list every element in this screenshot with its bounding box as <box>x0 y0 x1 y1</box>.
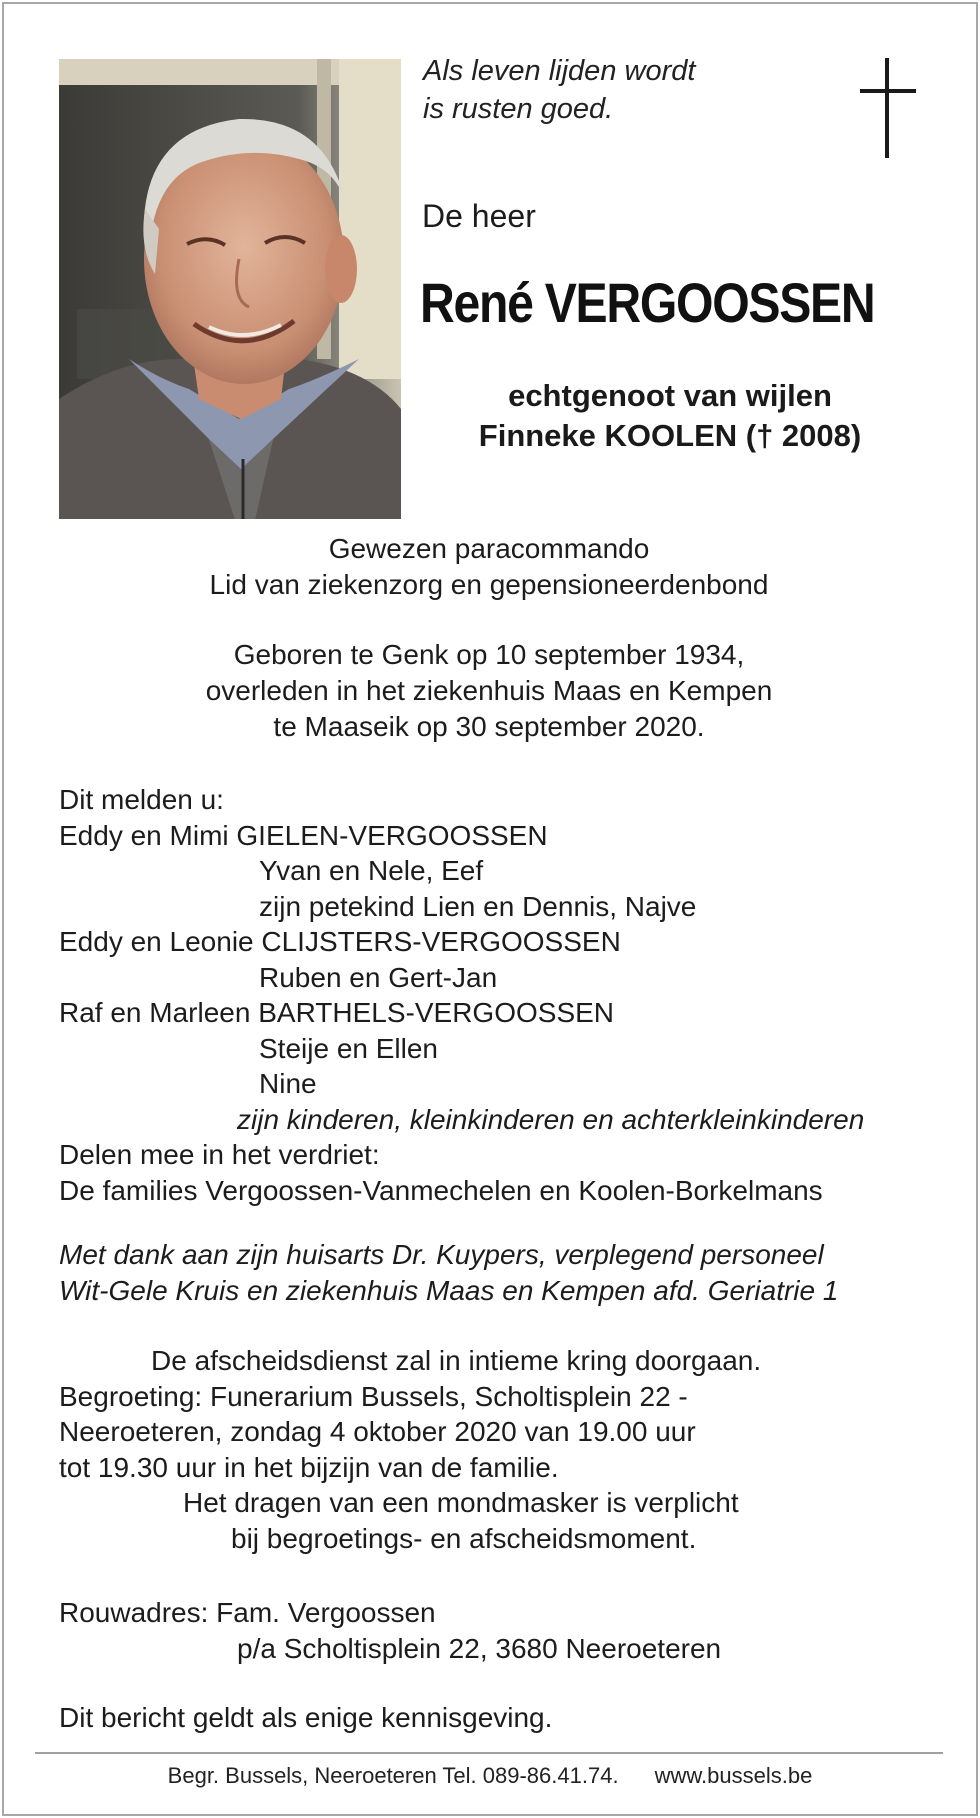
spouse-line: Finneke KOOLEN († 2008) <box>478 418 862 453</box>
notice-block <box>59 1700 939 1736</box>
spouse-info <box>420 376 920 456</box>
family-block <box>59 782 939 1208</box>
mask-line: bij begroetings- en afscheidsmoment. <box>231 1522 697 1554</box>
honorific: De heer <box>422 198 536 234</box>
relation-note: zijn kinderen, kleinkinderen en achterkleinkinderen <box>237 1103 865 1135</box>
portrait-photo <box>59 59 401 519</box>
mask-line: Het dragen van een mondmasker is verplicht <box>183 1487 739 1518</box>
family-line: Eddy en Leonie CLIJSTERS-VERGOOSSEN <box>59 926 621 957</box>
family-line: Yvan en Nele, Eef <box>259 855 484 886</box>
family-line: Nine <box>259 1068 317 1099</box>
thanks-line: Wit-Gele Kruis en ziekenhuis Maas en Kempen afd. Geriatrie 1 <box>59 1274 839 1306</box>
greeting-line: Neeroeteren, zondag 4 oktober 2020 van 19.00 uur <box>59 1416 696 1447</box>
birth-death-line: overleden in het ziekenhuis Maas en Kempen <box>205 675 773 706</box>
thanks-line: Met dank aan zijn huisarts Dr. Kuypers, verplegend personeel <box>59 1239 824 1270</box>
share-families: De families Vergoossen-Vanmechelen en Koolen-Borkelmans <box>59 1174 823 1206</box>
service-block <box>59 1343 939 1556</box>
address-block <box>59 1595 939 1666</box>
footer-divider <box>35 1752 943 1754</box>
role-line: Lid van ziekenzorg en gepensioneerdenbond <box>209 569 769 600</box>
motto-quote <box>423 52 695 128</box>
service-intro: De afscheidsdienst zal in intieme kring doorgaan. <box>151 1345 762 1376</box>
deceased-name: René VERGOOSSEN <box>420 271 875 334</box>
footer <box>0 1761 980 1791</box>
role-line: Gewezen paracommando <box>328 533 650 564</box>
birth-death-line: te Maaseik op 30 september 2020. <box>273 711 705 742</box>
greeting-line: Begroeting: Funerarium Bussels, Scholtisplein 22 - <box>59 1380 688 1412</box>
birth-death-block <box>59 637 919 745</box>
address-label: Rouwadres: Fam. Vergoossen <box>59 1597 436 1628</box>
family-intro: Dit melden u: <box>59 784 224 815</box>
family-line: Steije en Ellen <box>259 1032 439 1064</box>
thanks-block <box>59 1237 939 1308</box>
family-line: Ruben en Gert-Jan <box>259 961 498 993</box>
family-line: Eddy en Mimi GIELEN-VERGOOSSEN <box>59 819 548 851</box>
address-line: p/a Scholtisplein 22, 3680 Neeroeteren <box>237 1632 722 1664</box>
roles-block <box>59 531 919 603</box>
birth-death-line: Geboren te Genk op 10 september 1934, <box>233 639 745 670</box>
latin-cross-icon <box>860 58 916 158</box>
motto-line: is rusten goed. <box>423 93 614 125</box>
notice-text: Dit bericht geldt als enige kennisgeving. <box>59 1702 553 1733</box>
family-line: Raf en Marleen BARTHELS-VERGOOSSEN <box>59 997 615 1028</box>
greeting-line: tot 19.30 uur in het bijzijn van de familie. <box>59 1451 559 1483</box>
footer-website-link[interactable]: www.bussels.be <box>654 1763 813 1788</box>
family-line: zijn petekind Lien en Dennis, Najve <box>259 890 697 922</box>
share-intro: Delen mee in het verdriet: <box>59 1139 380 1170</box>
footer-company: Begr. Bussels, Neeroeteren Tel. 089-86.41.74. <box>167 1763 619 1788</box>
motto-line: Als leven lijden wordt <box>423 55 696 87</box>
spouse-line: echtgenoot van wijlen <box>508 378 832 413</box>
